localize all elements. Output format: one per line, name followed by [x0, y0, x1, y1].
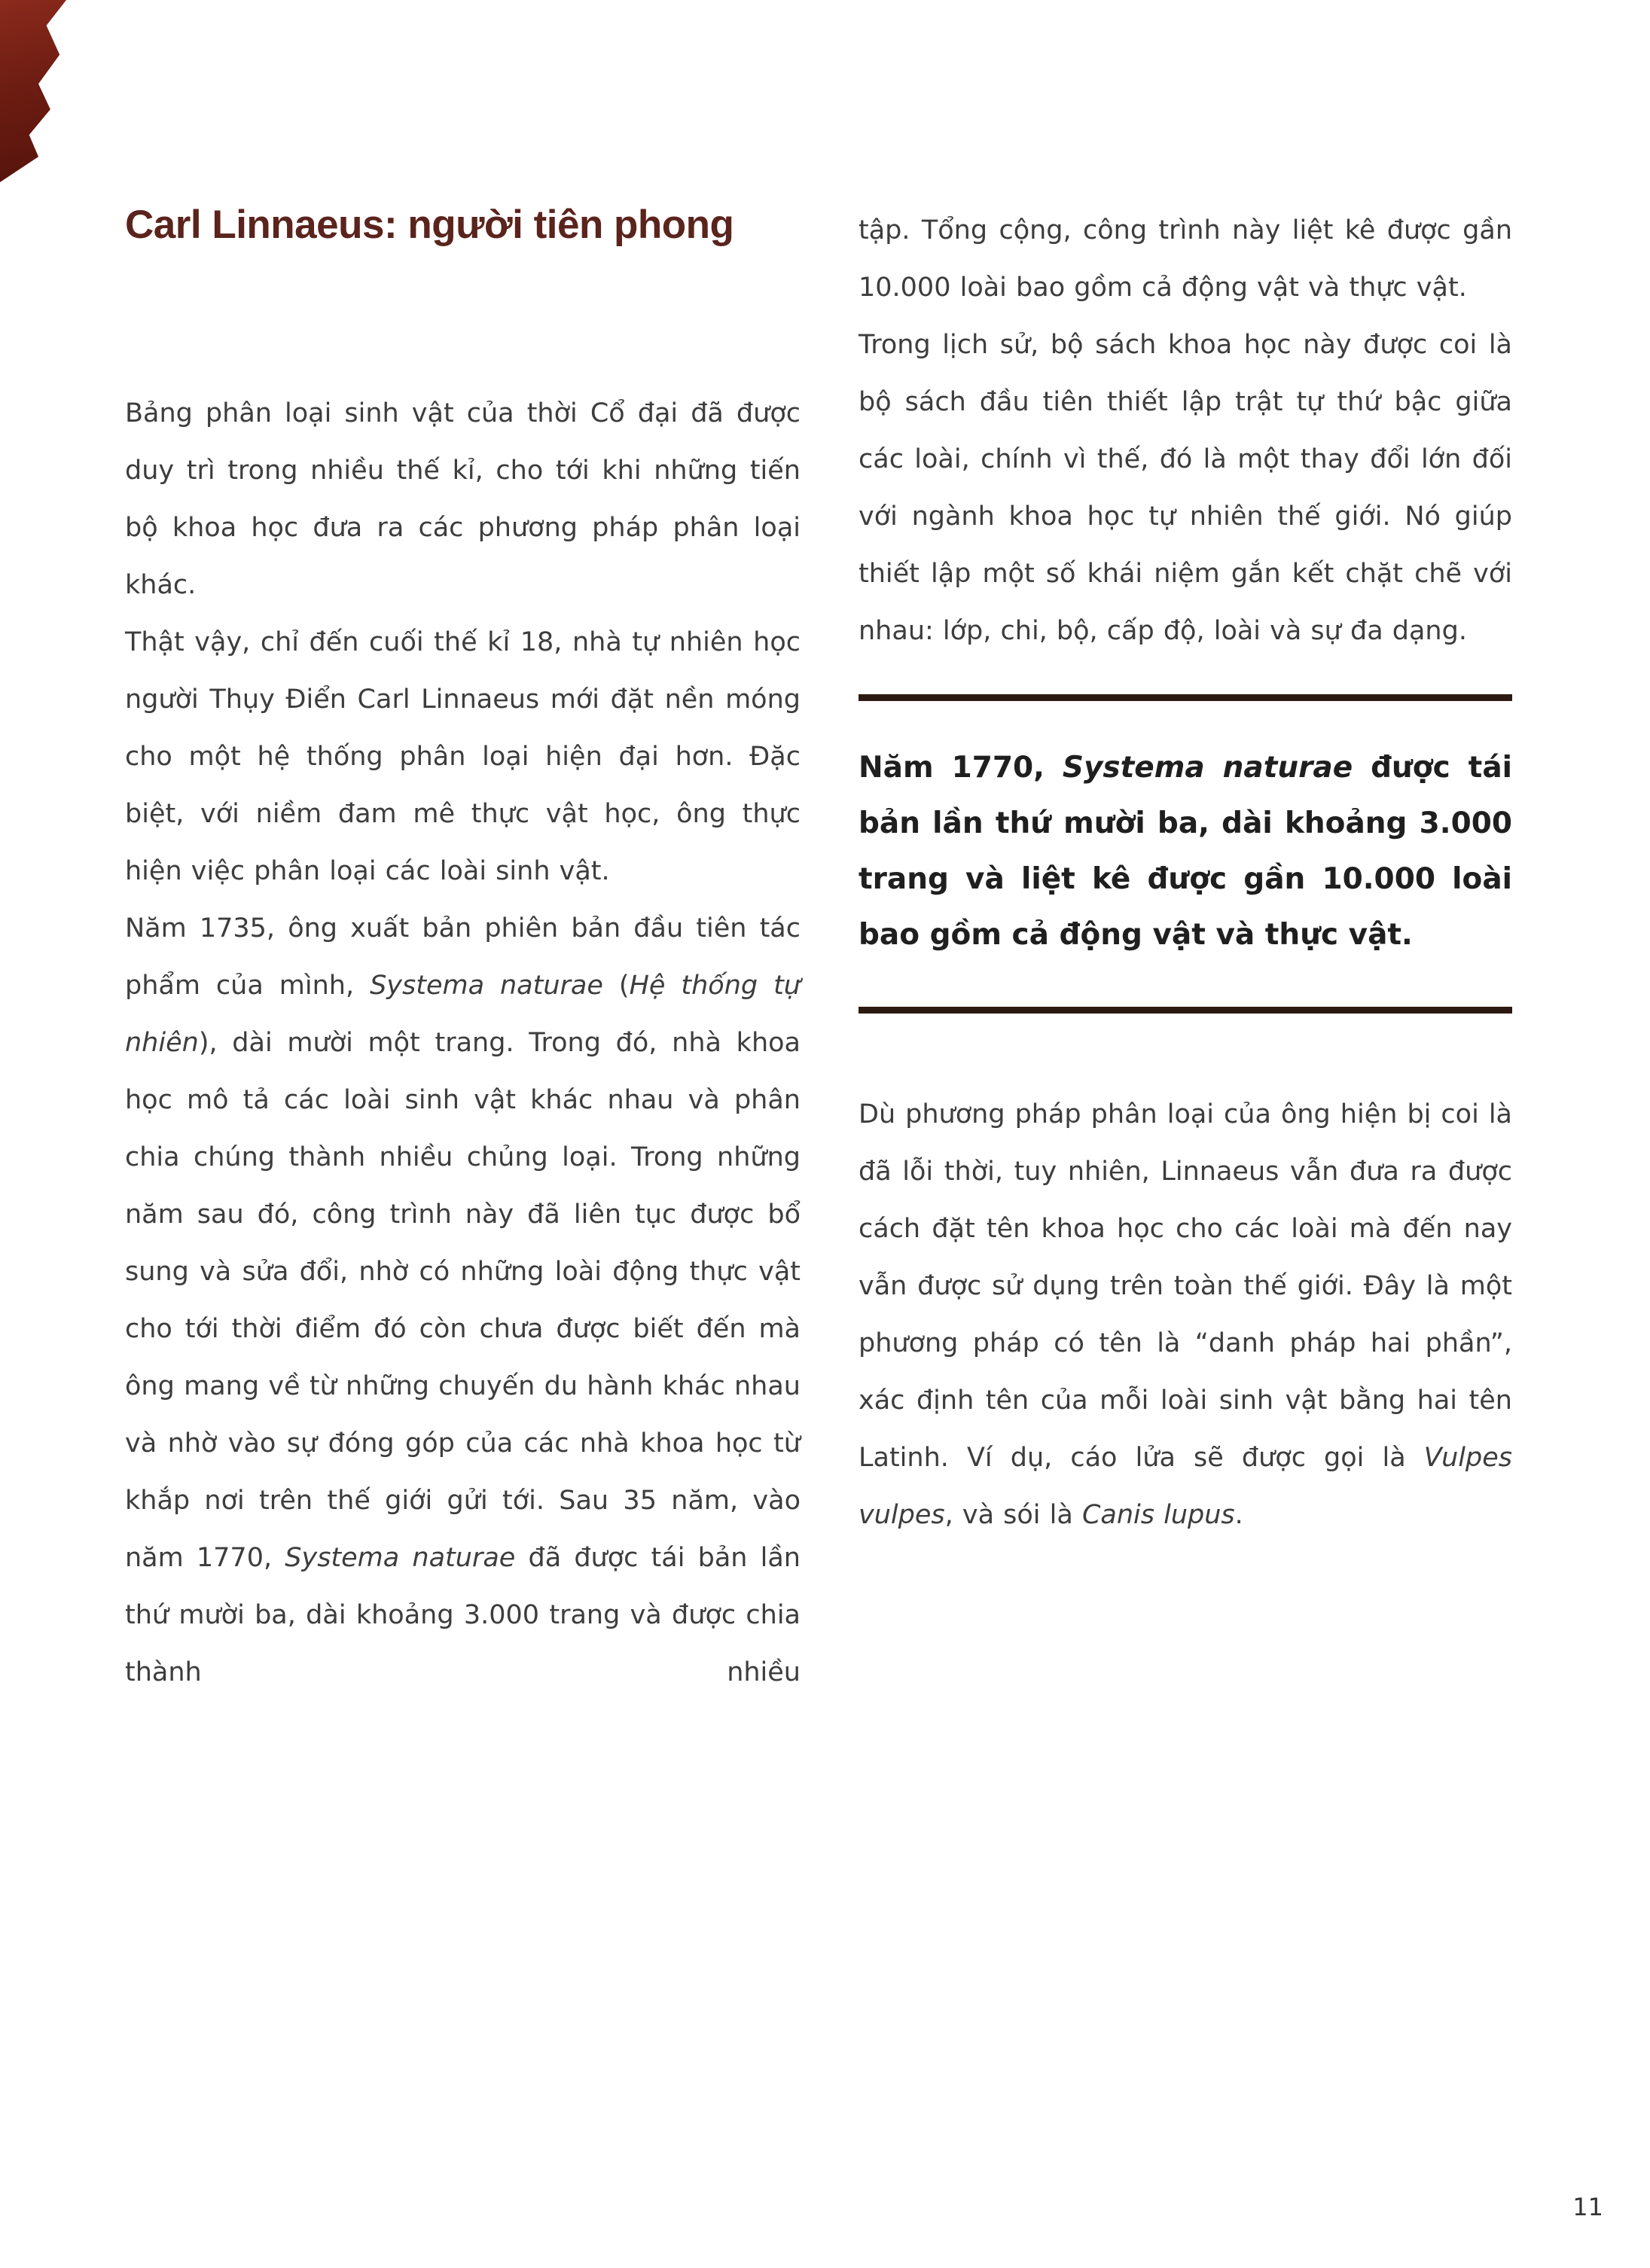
paragraph: tập. Tổng cộng, công trình này liệt kê được gần 10.000 loài bao gồm cả động vật và thực vật.: [859, 215, 1512, 303]
paragraph: Bảng phân loại sinh vật của thời Cổ đại đã được duy trì trong nhiều thế kỉ, cho tới khi những tiến bộ khoa học đưa ra các phương pháp phân loại khác.: [125, 398, 801, 600]
paragraph: Năm 1735, ông xuất bản phiên bản đầu tiên tác phẩm của mình, Systema naturae (Hệ thống tự nhiên), dài mười một trang. Trong đó, nhà khoa học mô tả các loài sinh vật khác nhau và phân chia chúng thành nhiều chủng loại. Trong những năm sau đó, công trình này đã liên tục được bổ sung và sửa đổi, nhờ có những loài động thực vật cho tới thời điểm đó còn chưa được biết đến mà ông mang về từ những chuyến du hành khác nhau và nhờ vào sự đóng góp của các nhà khoa học từ khắp nơi trên thế giới gửi tới. Sau 35 năm, vào năm 1770, Systema naturae đã được tái bản lần thứ mười ba, dài khoảng 3.000 trang và được chia thành nhiều: [125, 913, 801, 1687]
left-column: [125, 202, 801, 1701]
pull-quote: [859, 694, 1512, 1014]
pull-quote-text: Năm 1770, Systema naturae được tái bản lần thứ mười ba, dài khoảng 3.000 trang và liệt kê được gần 10.000 loài bao gồm cả động vật và thực vật.: [859, 751, 1512, 952]
paragraph: Dù phương pháp phân loại của ông hiện bị coi là đã lỗi thời, tuy nhiên, Linnaeus vẫn đưa ra được cách đặt tên khoa học cho các loài mà đến nay vẫn được sử dụng trên toàn thế giới. Đây là một phương pháp có tên là “danh pháp hai phần”, xác định tên của mỗi loài sinh vật bằng hai tên Latinh. Ví dụ, cáo lửa sẽ được gọi là Vulpes vulpes, và sói là Canis lupus.: [859, 1099, 1512, 1530]
article-title: Carl Linnaeus: người tiên phong: [125, 203, 734, 247]
paragraph: Thật vậy, chỉ đến cuối thế kỉ 18, nhà tự nhiên học người Thụy Điển Carl Linnaeus mới đặt nền móng cho một hệ thống phân loại hiện đại hơn. Đặc biệt, với niềm đam mê thực vật học, ông thực hiện việc phân loại các loài sinh vật.: [125, 627, 801, 886]
paragraph: Trong lịch sử, bộ sách khoa học này được coi là bộ sách đầu tiên thiết lập trật tự thứ bậc giữa các loài, chính vì thế, đó là một thay đổi lớn đối với ngành khoa học tự nhiên thế giới. Nó giúp thiết lập một số khái niệm gắn kết chặt chẽ với nhau: lớp, chi, bộ, cấp độ, loài và sự đa dạng.: [859, 330, 1512, 646]
corner-ink-decoration: [0, 0, 66, 182]
page-number: 11: [1572, 2193, 1603, 2221]
right-column: [859, 202, 1512, 1544]
